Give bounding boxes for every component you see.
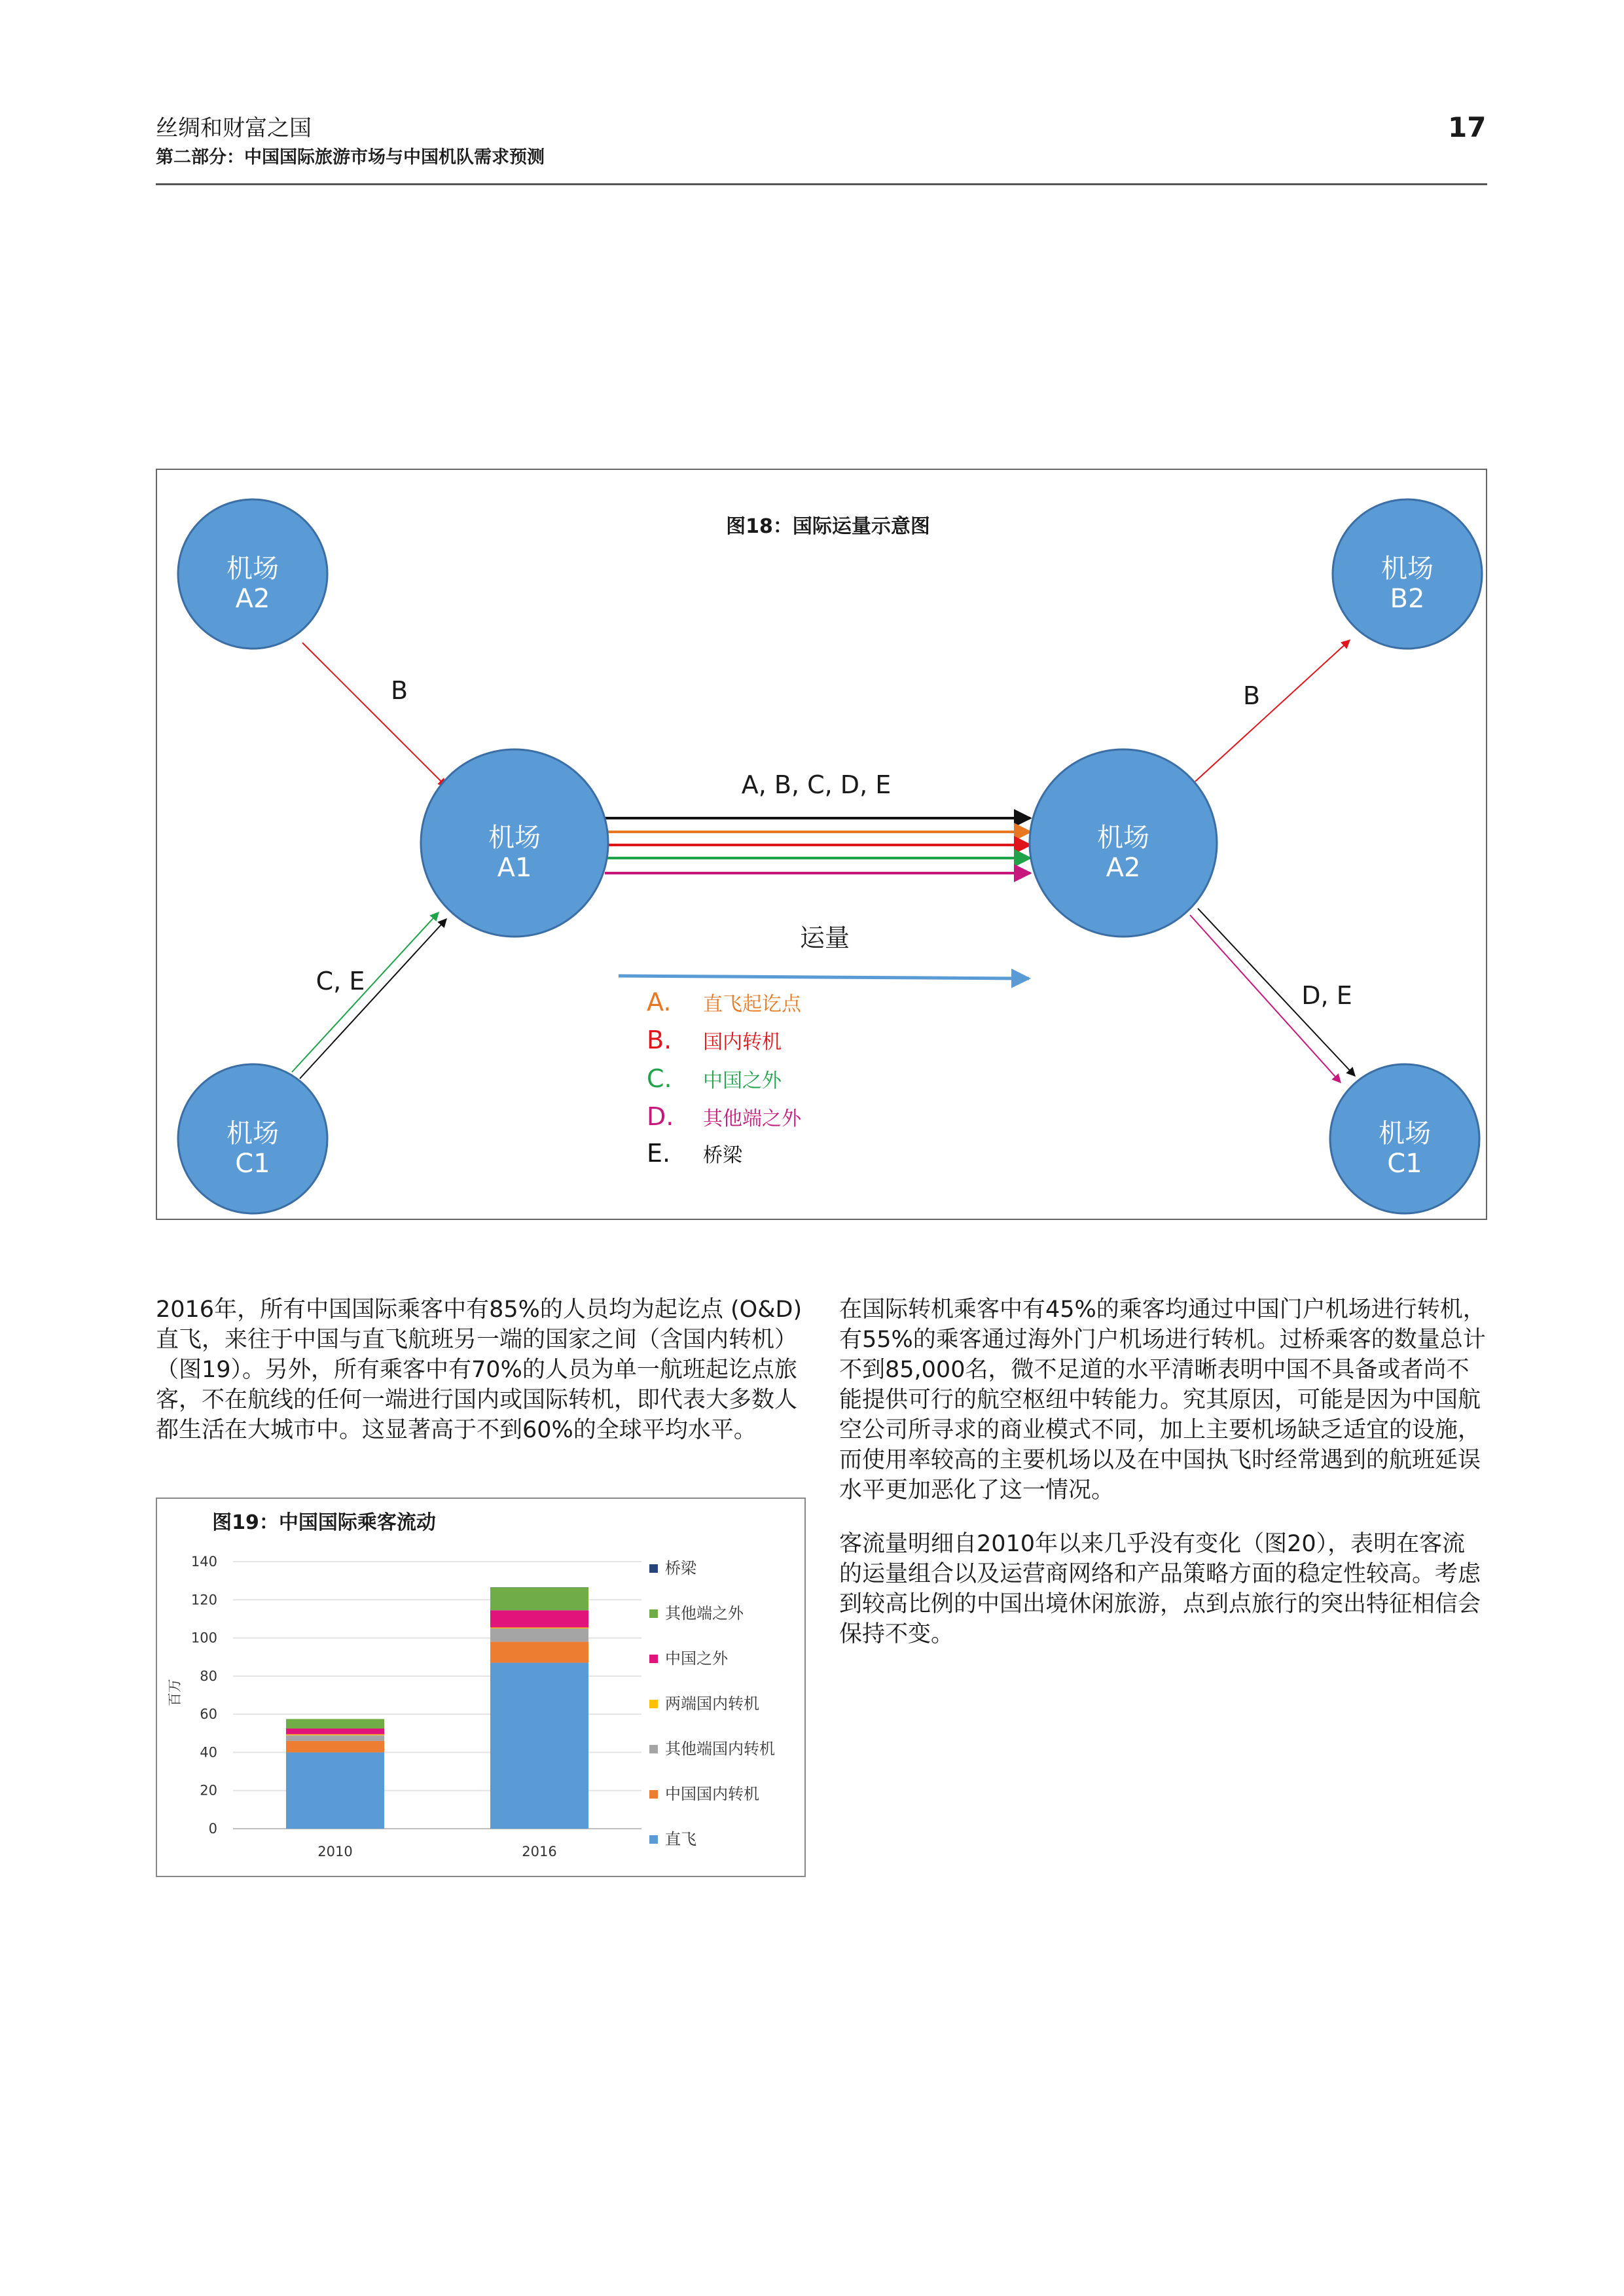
figure-18-legend <box>647 988 802 1168</box>
y-tick-label: 0 <box>208 1821 217 1837</box>
label-left-b: B <box>390 676 408 705</box>
legend-swatch <box>649 1835 658 1844</box>
legend-swatch <box>649 1745 658 1753</box>
node-c1-left-line1: 机场 <box>226 1119 279 1149</box>
node-a2-left-line2: A2 <box>235 584 270 614</box>
bar-segment-2016-5 <box>490 1587 588 1610</box>
chart-y-ticks <box>191 1554 217 1837</box>
node-a2-left-line1: 机场 <box>226 554 279 584</box>
flow-arrow <box>619 976 1029 978</box>
legend-label: 其他端国内转机 <box>665 1740 775 1758</box>
y-tick-label: 120 <box>190 1592 217 1608</box>
bar-segment-2016-4 <box>490 1610 588 1627</box>
node-a2-right-line1: 机场 <box>1097 823 1149 853</box>
left-paragraph: 2016年，所有中国国际乘客中有85%的人员均为起讫点 (O&D) 直飞，来往于中国与直飞航班另一端的国家之间（含国内转机）（图19）。另外，所有乘客中有70%的人员为单一航班起讫点旅客，不在航线的任何一端进行国内或国际转机，即代表大多数人都生活在大城市中。这显著高于不到60%的全球平均水平。 <box>156 1297 803 1443</box>
node-c1-right-line2: C1 <box>1387 1149 1422 1179</box>
section-subtitle: 第二部分：中国国际旅游市场与中国机队需求预测 <box>156 147 545 168</box>
legend-swatch <box>649 1700 658 1708</box>
bar-segment-2016-2 <box>490 1628 588 1641</box>
y-tick-label: 140 <box>190 1554 217 1570</box>
chart-y-axis-label: 百万 <box>167 1679 183 1706</box>
label-abcde: A, B, C, D, E <box>741 770 892 799</box>
label-right-b: B <box>1242 681 1261 710</box>
legend-label: 桥梁 <box>665 1559 696 1577</box>
legend-key-b: B. <box>647 1026 672 1054</box>
header-rule <box>156 183 1487 185</box>
x-tick-label: 2010 <box>317 1844 353 1859</box>
chart-title: 图19：中国国际乘客流动 <box>212 1511 436 1534</box>
figure-19-chart <box>156 1498 806 1877</box>
node-a2-right-line2: A2 <box>1106 853 1141 883</box>
node-c1-right-line1: 机场 <box>1379 1119 1431 1149</box>
node-b2-line2: B2 <box>1390 584 1425 614</box>
edge-a2-a1-b <box>302 643 446 787</box>
x-tick-label: 2016 <box>522 1844 557 1859</box>
node-b2-line1: 机场 <box>1381 554 1434 584</box>
figure-18-title: 图18：国际运量示意图 <box>726 515 930 538</box>
running-title: 丝绸和财富之国 <box>156 115 312 141</box>
right-text-column <box>839 1295 1487 1649</box>
legend-label: 中国之外 <box>665 1649 728 1668</box>
legend-label-e: 桥梁 <box>703 1144 742 1167</box>
y-tick-label: 80 <box>200 1668 217 1684</box>
bar-segment-2010-5 <box>286 1719 384 1729</box>
legend-key-d: D. <box>647 1102 674 1131</box>
bar-segment-2010-1 <box>286 1741 384 1752</box>
y-tick-label: 40 <box>200 1744 217 1761</box>
bar-segment-2016-1 <box>490 1641 588 1662</box>
legend-label: 中国国内转机 <box>665 1785 759 1803</box>
figure-19-svg <box>157 1499 807 1878</box>
legend-label: 两端国内转机 <box>665 1695 759 1713</box>
page-number: 17 <box>1448 111 1487 143</box>
legend-swatch <box>649 1564 658 1573</box>
left-text-column <box>156 1295 806 1445</box>
y-tick-label: 20 <box>200 1782 217 1799</box>
node-a1-line2: A1 <box>497 853 532 883</box>
right-paragraph-2: 客流量明细自2010年以来几乎没有变化（图20），表明在客流的运量组合以及运营商网络和产品策略方面的稳定性较高。考虑到较高比例的中国出境休闲旅游，点到点旅行的突出特征相信会保持不变。 <box>839 1531 1481 1647</box>
y-tick-label: 100 <box>190 1630 217 1646</box>
node-airport-c1-left <box>178 1064 327 1213</box>
legend-swatch <box>649 1655 658 1663</box>
y-tick-label: 60 <box>200 1706 217 1723</box>
node-airport-a2-left <box>178 499 327 649</box>
bar-segment-2010-0 <box>286 1752 384 1829</box>
figure-18-svg <box>157 470 1489 1221</box>
node-c1-left-line2: C1 <box>235 1149 270 1179</box>
label-ce: C, E <box>316 967 365 996</box>
chart-bars <box>286 1587 588 1829</box>
label-flow: 运量 <box>799 924 850 952</box>
node-airport-a2-right <box>1030 749 1217 937</box>
legend-swatch <box>649 1609 658 1618</box>
legend-label-d: 其他端之外 <box>703 1107 801 1130</box>
legend-label-c: 中国之外 <box>703 1069 782 1092</box>
legend-label-b: 国内转机 <box>703 1031 782 1054</box>
bar-segment-2010-4 <box>286 1729 384 1734</box>
legend-label: 其他端之外 <box>665 1604 744 1623</box>
chart-x-ticks <box>317 1844 556 1859</box>
legend-key-a: A. <box>647 988 672 1016</box>
legend-key-e: E. <box>647 1139 671 1168</box>
node-a1-line1: 机场 <box>488 823 541 853</box>
bar-segment-2010-3 <box>286 1734 384 1735</box>
legend-label-a: 直飞起讫点 <box>703 993 801 1016</box>
node-airport-c1-right <box>1330 1064 1479 1213</box>
bar-segment-2016-0 <box>490 1662 588 1829</box>
legend-key-c: C. <box>647 1064 672 1093</box>
node-airport-a1 <box>421 749 608 937</box>
legend-swatch <box>649 1790 658 1799</box>
right-paragraph-1: 在国际转机乘客中有45%的乘客均通过中国门户机场进行转机，有55%的乘客通过海外门户机场进行转机。过桥乘客的数量总计不到85,000名，微不足道的水平清晰表明中国不具备或者尚不能提供可行的航空枢纽中转能力。究其原因，可能是因为中国航空公司所寻求的商业模式不同，加上主要机场缺乏适宜的设施，而使用率较高的主要机场以及在中国执飞时经常遇到的航班延误水平更加恶化了这一情况。 <box>839 1297 1486 1503</box>
edge-c1-a1-c <box>292 912 439 1072</box>
figure-18-diagram <box>156 469 1487 1220</box>
label-de: D, E <box>1301 981 1352 1010</box>
bar-segment-2010-2 <box>286 1735 384 1741</box>
edge-c1-a1-e <box>300 919 446 1079</box>
chart-legend <box>649 1559 775 1848</box>
node-airport-b2 <box>1333 499 1482 649</box>
legend-label: 直飞 <box>665 1830 696 1848</box>
edge-a2-b2-b <box>1195 640 1350 781</box>
